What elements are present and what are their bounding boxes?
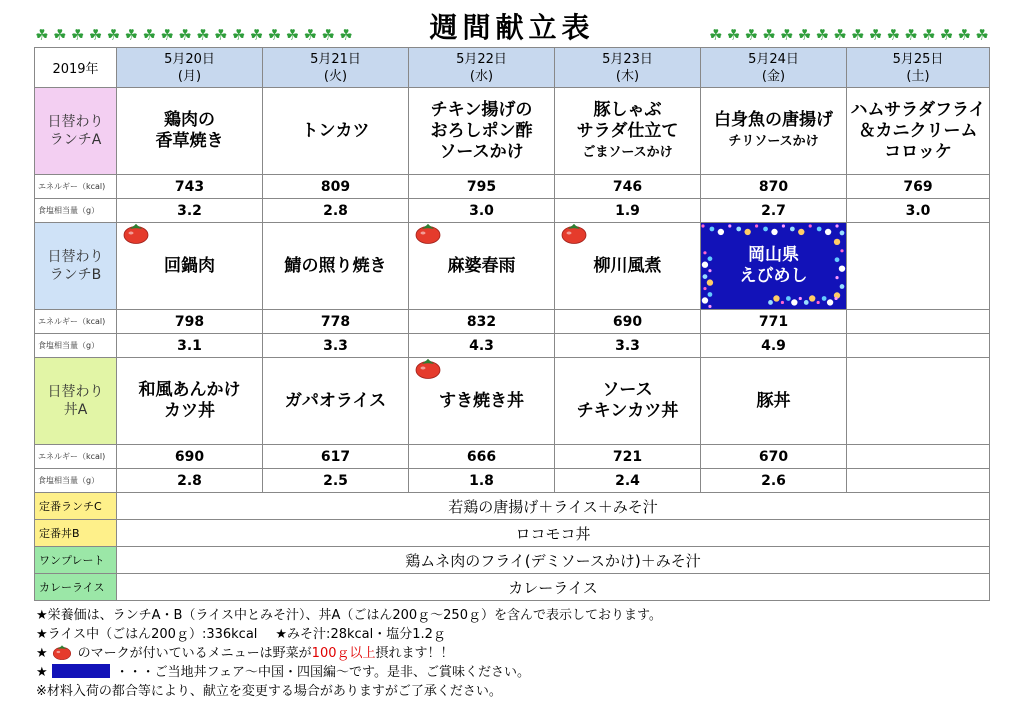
fixed-value: 若鶏の唐揚げ＋ライス＋みそ汁 bbox=[117, 493, 990, 520]
lunch-b-label bbox=[35, 223, 117, 310]
clover-border-left bbox=[34, 24, 354, 46]
dish-line: 柳川風煮 bbox=[593, 255, 662, 276]
dish-line: カツ丼 bbox=[164, 401, 215, 421]
day-header bbox=[409, 48, 555, 88]
fixed-row bbox=[35, 520, 990, 547]
clover-icon: ☘ bbox=[178, 26, 192, 44]
note-line bbox=[36, 663, 996, 682]
energy-value: 690 bbox=[555, 310, 701, 334]
note-line: ※材料入荷の都合等により、献立を変更する場合がありますがご了承ください。 bbox=[36, 684, 502, 699]
dish-cell bbox=[555, 358, 701, 445]
note-line bbox=[36, 625, 996, 644]
dish-line: 和風あんかけ bbox=[138, 380, 241, 400]
lunch-a-energy-row bbox=[35, 175, 990, 199]
dish-line: 豚丼 bbox=[756, 390, 791, 411]
decor-dot bbox=[817, 227, 822, 232]
decor-dot bbox=[755, 224, 758, 227]
note-text: 摂れます！！ bbox=[375, 646, 454, 661]
dish-cell bbox=[847, 358, 990, 445]
decor-dot bbox=[708, 305, 711, 308]
dish-line: 鯖の照り焼き bbox=[284, 255, 387, 276]
energy-value: 666 bbox=[409, 445, 555, 469]
label-line: 日替わり bbox=[47, 384, 104, 400]
dish-cell bbox=[409, 358, 555, 445]
fixed-value: カレーライス bbox=[117, 574, 990, 601]
clover-icon: ☘ bbox=[975, 26, 989, 44]
lunch-b-dish-row bbox=[35, 223, 990, 310]
salt-value: 3.2 bbox=[117, 199, 263, 223]
dish-cell bbox=[117, 358, 263, 445]
dish-cell bbox=[409, 88, 555, 175]
clover-icon: ☘ bbox=[124, 26, 139, 44]
salt-value: 1.9 bbox=[555, 199, 701, 223]
decor-dot bbox=[835, 224, 838, 227]
dish-line: ハムサラダフライ bbox=[850, 99, 986, 120]
tomato-icon bbox=[52, 644, 72, 660]
note-line: ★栄養価は、ランチA・B（ライス中とみそ汁）、丼A（ごはん200ｇ～250ｇ）を含んで表示しております。 bbox=[36, 608, 662, 623]
decor-dot bbox=[768, 300, 773, 305]
decor-dot bbox=[701, 224, 704, 227]
clover-border-right bbox=[708, 24, 990, 46]
feature-marker-swatch bbox=[52, 664, 110, 678]
note-text: ★ bbox=[36, 646, 48, 661]
dish-line: 回鍋肉 bbox=[164, 255, 215, 276]
decor-dot bbox=[809, 295, 815, 301]
fixed-label: 定番丼B bbox=[35, 520, 117, 547]
menu-table bbox=[34, 47, 990, 601]
salt-value bbox=[847, 334, 990, 358]
clover-icon: ☘ bbox=[780, 26, 794, 44]
note-text: ★みそ汁:28kcal・塩分1.2ｇ bbox=[275, 627, 446, 642]
tomato-icon bbox=[415, 358, 441, 380]
day-dow: (水) bbox=[469, 68, 494, 84]
energy-value: 795 bbox=[409, 175, 555, 199]
dish-line: ガパオライス bbox=[284, 390, 387, 411]
decor-dot bbox=[718, 229, 724, 235]
decor-dot bbox=[728, 224, 731, 227]
clover-icon: ☘ bbox=[815, 26, 830, 44]
decor-dot bbox=[834, 297, 837, 300]
dish-cell bbox=[701, 358, 847, 445]
day-date: 5月21日 bbox=[310, 51, 361, 67]
label-line: 日替わり bbox=[47, 249, 104, 265]
salt-value bbox=[847, 469, 990, 493]
lunch-b-salt-row bbox=[35, 334, 990, 358]
energy-value bbox=[847, 310, 990, 334]
decor-dot bbox=[702, 297, 708, 303]
clover-icon: ☘ bbox=[339, 26, 353, 44]
salt-value: 2.7 bbox=[701, 199, 847, 223]
clover-icon: ☘ bbox=[833, 26, 847, 44]
clover-icon: ☘ bbox=[744, 26, 759, 44]
label-line: ランチA bbox=[49, 132, 102, 148]
salt-label: 食塩相当量（g） bbox=[35, 469, 117, 493]
don-a-dish-row bbox=[35, 358, 990, 445]
clover-icon: ☘ bbox=[851, 26, 865, 44]
clover-icon: ☘ bbox=[303, 26, 318, 44]
lunch-a-dish-row bbox=[35, 88, 990, 175]
clover-icon: ☘ bbox=[142, 26, 157, 44]
salt-value: 3.0 bbox=[847, 199, 990, 223]
fixed-label: カレーライス bbox=[35, 574, 117, 601]
salt-value: 2.5 bbox=[263, 469, 409, 493]
day-dow: (土) bbox=[906, 68, 930, 84]
decor-dot bbox=[827, 299, 833, 305]
salt-value: 3.3 bbox=[555, 334, 701, 358]
day-header bbox=[701, 48, 847, 88]
energy-value: 746 bbox=[555, 175, 701, 199]
day-date: 5月23日 bbox=[602, 51, 653, 67]
decor-dot bbox=[710, 227, 715, 232]
dish-line: ソース bbox=[602, 380, 653, 400]
note-text: ・・・ご当地丼フェア～中国・四国編～です。是非、ご賞味ください。 bbox=[115, 665, 530, 680]
dish-line: 香草焼き bbox=[155, 131, 224, 151]
dish-cell bbox=[847, 223, 990, 310]
salt-value: 1.8 bbox=[409, 469, 555, 493]
clover-icon: ☘ bbox=[321, 26, 335, 44]
salt-value: 3.3 bbox=[263, 334, 409, 358]
notes bbox=[36, 606, 996, 701]
note-text: ★ bbox=[36, 665, 48, 680]
energy-value: 870 bbox=[701, 175, 847, 199]
decor-dot bbox=[708, 292, 713, 297]
dish-line: サラダ仕立て bbox=[576, 120, 679, 141]
lunch-a-salt-row bbox=[35, 199, 990, 223]
tomato-icon bbox=[561, 223, 587, 245]
dish-cell bbox=[847, 88, 990, 175]
day-dow: (木) bbox=[615, 68, 640, 84]
label-line: 日替わり bbox=[47, 114, 104, 130]
decor-dot bbox=[786, 296, 791, 301]
clover-icon: ☘ bbox=[886, 26, 901, 44]
decor-dot bbox=[817, 301, 820, 304]
energy-value: 778 bbox=[263, 310, 409, 334]
energy-value: 769 bbox=[847, 175, 990, 199]
day-date: 5月24日 bbox=[748, 51, 799, 67]
salt-value: 3.1 bbox=[117, 334, 263, 358]
day-dow: (火) bbox=[323, 68, 348, 84]
clover-icon: ☘ bbox=[957, 26, 972, 44]
decor-dot bbox=[763, 227, 768, 232]
fixed-row bbox=[35, 574, 990, 601]
decor-dot bbox=[790, 227, 795, 232]
clover-icon: ☘ bbox=[214, 26, 228, 44]
year-label: 2019年 bbox=[35, 48, 117, 88]
dish-cell bbox=[555, 223, 701, 310]
day-dow: (月) bbox=[177, 68, 202, 84]
dish-cell bbox=[409, 223, 555, 310]
dish-cell bbox=[555, 88, 701, 175]
salt-value: 2.8 bbox=[117, 469, 263, 493]
clover-icon: ☘ bbox=[762, 26, 776, 44]
decor-dot bbox=[825, 229, 831, 235]
clover-icon: ☘ bbox=[868, 26, 883, 44]
decor-dot bbox=[822, 296, 827, 301]
clover-icon: ☘ bbox=[939, 26, 954, 44]
featured-dish-cell bbox=[701, 223, 847, 310]
energy-value bbox=[847, 445, 990, 469]
don-a-salt-row bbox=[35, 469, 990, 493]
dish-line: トンカツ bbox=[301, 120, 370, 141]
label-line: 丼A bbox=[63, 402, 88, 418]
header-row bbox=[35, 48, 990, 88]
dish-line: コロッケ bbox=[884, 141, 952, 162]
energy-value: 690 bbox=[117, 445, 263, 469]
clover-icon: ☘ bbox=[709, 26, 723, 44]
energy-label: エネルギー（kcal) bbox=[35, 175, 117, 199]
clover-icon: ☘ bbox=[922, 26, 936, 44]
decor-dot bbox=[781, 301, 784, 304]
lunch-a-label bbox=[35, 88, 117, 175]
clover-icon: ☘ bbox=[285, 26, 300, 44]
dish-cell bbox=[263, 223, 409, 310]
decor-dot bbox=[799, 297, 802, 300]
energy-value: 721 bbox=[555, 445, 701, 469]
note-text: ★ライス中（ごはん200ｇ）:336kcal bbox=[36, 627, 258, 642]
salt-label: 食塩相当量（g） bbox=[35, 334, 117, 358]
clover-icon: ☘ bbox=[249, 26, 264, 44]
energy-label: エネルギー（kcal) bbox=[35, 310, 117, 334]
clover-icon: ☘ bbox=[53, 26, 67, 44]
fixed-label: ワンプレート bbox=[35, 547, 117, 574]
salt-value: 3.0 bbox=[409, 199, 555, 223]
decor-dot bbox=[798, 229, 804, 235]
energy-value: 809 bbox=[263, 175, 409, 199]
dish-line: 豚しゃぶ bbox=[593, 99, 662, 120]
note-highlight: 100ｇ以上 bbox=[311, 646, 376, 661]
fixed-label: 定番ランチC bbox=[35, 493, 117, 520]
clover-icon: ☘ bbox=[196, 26, 210, 44]
page-title: 週間献立表 bbox=[429, 11, 595, 44]
decor-dot bbox=[782, 224, 785, 227]
energy-value: 798 bbox=[117, 310, 263, 334]
decor-dot bbox=[773, 295, 779, 301]
featured-dish-line: 岡山県 bbox=[748, 245, 799, 265]
decor-dot bbox=[840, 231, 845, 236]
energy-value: 743 bbox=[117, 175, 263, 199]
fixed-value: ロコモコ丼 bbox=[117, 520, 990, 547]
dish-cell bbox=[117, 88, 263, 175]
dish-line: ソースかけ bbox=[439, 141, 524, 162]
clover-icon: ☘ bbox=[797, 26, 812, 44]
decor-dot bbox=[736, 227, 741, 232]
clover-icon: ☘ bbox=[726, 26, 741, 44]
clover-icon: ☘ bbox=[88, 26, 103, 44]
day-date: 5月22日 bbox=[456, 51, 507, 67]
energy-value: 832 bbox=[409, 310, 555, 334]
day-date: 5月20日 bbox=[164, 51, 215, 67]
salt-value: 4.9 bbox=[701, 334, 847, 358]
day-header bbox=[117, 48, 263, 88]
decor-dot bbox=[703, 287, 706, 290]
dish-cell bbox=[263, 88, 409, 175]
decor-dot bbox=[804, 300, 809, 305]
label-line: ランチB bbox=[49, 267, 102, 283]
dish-cell bbox=[117, 223, 263, 310]
dish-line: 鶏肉の bbox=[164, 110, 215, 130]
note-text: のマークが付いているメニューは野菜が bbox=[77, 646, 312, 661]
salt-value: 2.8 bbox=[263, 199, 409, 223]
decor-dot bbox=[744, 229, 750, 235]
fixed-value: 鶏ムネ肉のフライ(デミソースかけ)＋みそ汁 bbox=[117, 547, 990, 574]
clover-icon: ☘ bbox=[232, 26, 246, 44]
fixed-row bbox=[35, 493, 990, 520]
featured-dish-line: えびめし bbox=[739, 266, 808, 286]
dish-cell bbox=[263, 358, 409, 445]
clover-icon: ☘ bbox=[904, 26, 918, 44]
dish-cell bbox=[701, 88, 847, 175]
decor-dot bbox=[791, 299, 797, 305]
salt-value: 2.4 bbox=[555, 469, 701, 493]
dish-line: おろしポン酢 bbox=[430, 120, 533, 141]
clover-icon: ☘ bbox=[35, 26, 49, 44]
don-a-label bbox=[35, 358, 117, 445]
day-dow: (金) bbox=[761, 68, 786, 84]
salt-value: 2.6 bbox=[701, 469, 847, 493]
day-header bbox=[847, 48, 990, 88]
day-header bbox=[263, 48, 409, 88]
energy-label: エネルギー（kcal) bbox=[35, 445, 117, 469]
clover-icon: ☘ bbox=[106, 26, 121, 44]
energy-value: 670 bbox=[701, 445, 847, 469]
clover-icon: ☘ bbox=[267, 26, 282, 44]
tomato-icon bbox=[415, 223, 441, 245]
clover-icon: ☘ bbox=[160, 26, 174, 44]
decor-dot bbox=[809, 224, 812, 227]
dish-line: ＆カニクリーム bbox=[858, 120, 978, 141]
dish-line: 白身魚の唐揚げ bbox=[714, 110, 833, 130]
dish-line: 麻婆春雨 bbox=[447, 255, 516, 276]
salt-label: 食塩相当量（g） bbox=[35, 199, 117, 223]
tomato-icon bbox=[123, 223, 149, 245]
dish-line: ごまソースかけ bbox=[582, 144, 673, 160]
salt-value: 4.3 bbox=[409, 334, 555, 358]
fixed-row bbox=[35, 547, 990, 574]
decor-dot bbox=[771, 229, 777, 235]
don-a-energy-row bbox=[35, 445, 990, 469]
energy-value: 617 bbox=[263, 445, 409, 469]
energy-value: 771 bbox=[701, 310, 847, 334]
dish-line: すき焼き丼 bbox=[439, 390, 524, 411]
note-line bbox=[36, 644, 996, 663]
day-header bbox=[555, 48, 701, 88]
dish-line: チリソースかけ bbox=[728, 134, 819, 149]
day-date: 5月25日 bbox=[892, 51, 944, 67]
clover-icon: ☘ bbox=[71, 26, 85, 44]
dish-line: チキン揚げの bbox=[430, 99, 533, 120]
dish-line: チキンカツ丼 bbox=[576, 401, 679, 421]
lunch-b-energy-row bbox=[35, 310, 990, 334]
